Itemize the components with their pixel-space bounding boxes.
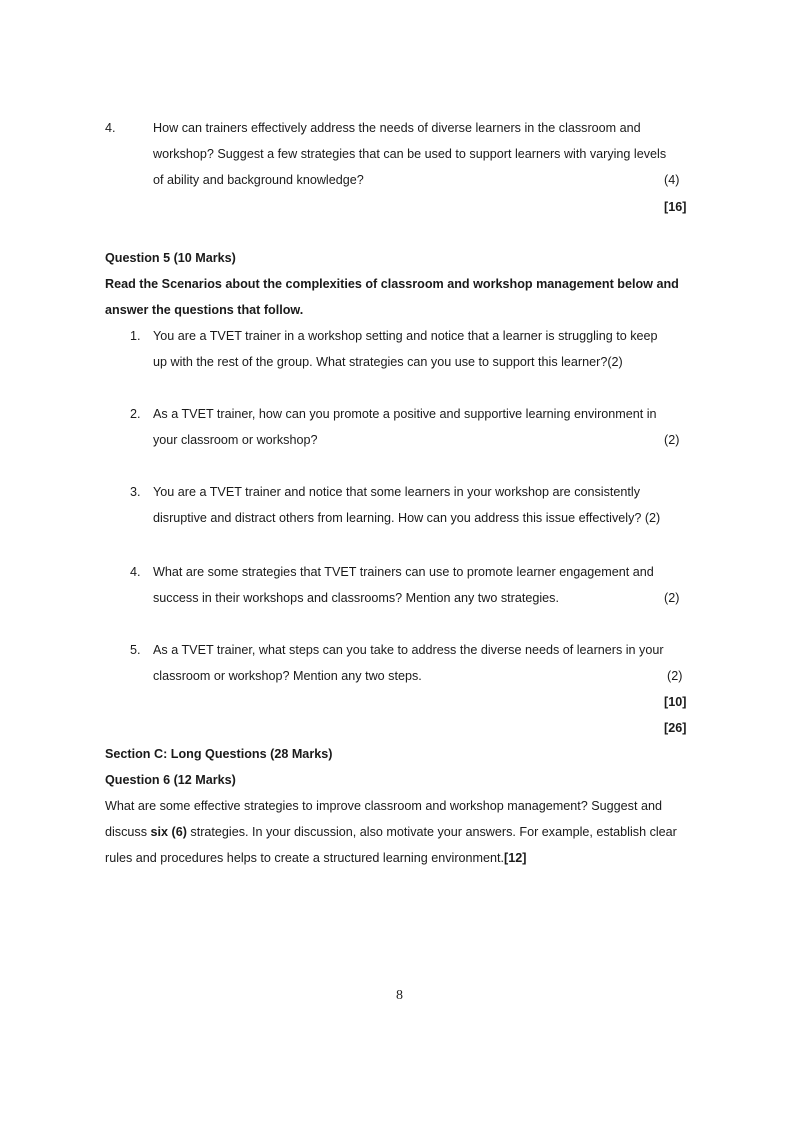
q6-text-line-2	[105, 825, 677, 839]
q6-marks: [12]	[504, 851, 527, 865]
q4-text-line-1: How can trainers effectively address the needs of diverse learners in the classroom and	[153, 121, 641, 135]
q5-item-2-line-1: As a TVET trainer, how can you promote a positive and supportive learning environment in	[153, 407, 657, 421]
q5-item-2-marks: (2)	[664, 433, 680, 447]
q5-item-1-line-2: up with the rest of the group. What strategies can you use to support this learner?(2)	[153, 355, 623, 369]
q6-text-line-3	[105, 851, 526, 865]
q5-heading: Question 5 (10 Marks)	[105, 251, 236, 265]
q4-text-line-2: workshop? Suggest a few strategies that can be used to support learners with varying levels	[153, 147, 667, 161]
q5-item-3-number: 3.	[130, 485, 141, 499]
q5-item-4-number: 4.	[130, 565, 141, 579]
q5-item-1-line-1: You are a TVET trainer in a workshop setting and notice that a learner is struggling to keep	[153, 329, 658, 343]
q5-total: [10]	[664, 695, 687, 709]
q5-item-2-number: 2.	[130, 407, 141, 421]
q5-instruction-line-1: Read the Scenarios about the complexities of classroom and workshop management below and	[105, 277, 679, 291]
q5-item-5-number: 5.	[130, 643, 141, 657]
q4-number: 4.	[105, 121, 116, 135]
q5-item-4-line-2: success in their workshops and classrooms? Mention any two strategies.	[153, 591, 559, 605]
q5-item-2-line-2: your classroom or workshop?	[153, 433, 318, 447]
q5-item-3-line-2: disruptive and distract others from learning. How can you address this issue effectively? (2)	[153, 511, 661, 525]
q5-item-5-line-1: As a TVET trainer, what steps can you take to address the diverse needs of learners in your	[153, 643, 664, 657]
q5-item-5-line-2: classroom or workshop? Mention any two steps.	[153, 669, 422, 683]
page-number: 8	[396, 988, 403, 1003]
q6-text-line-1: What are some effective strategies to improve classroom and workshop management? Suggest and	[105, 799, 662, 813]
q5-item-5-marks: (2)	[667, 669, 683, 683]
q5-item-4-line-1: What are some strategies that TVET trainers can use to promote learner engagement and	[153, 565, 654, 579]
q4-text-line-3: of ability and background knowledge?	[153, 173, 364, 187]
q6-line-2-start: discuss	[105, 825, 151, 839]
q5-instruction-line-2: answer the questions that follow.	[105, 303, 304, 317]
q4-subtotal: [16]	[664, 200, 687, 214]
q6-heading: Question 6 (12 Marks)	[105, 773, 236, 787]
q5-item-1-number: 1.	[130, 329, 141, 343]
q5-item-4-marks: (2)	[664, 591, 680, 605]
section-c-heading: Section C: Long Questions (28 Marks)	[105, 747, 333, 761]
q4-marks: (4)	[664, 173, 680, 187]
section-b-total: [26]	[664, 721, 687, 735]
q6-line-2-end: strategies. In your discussion, also motivate your answers. For example, establish clear	[186, 825, 677, 839]
q6-line-3-text: rules and procedures helps to create a structured learning environment.	[105, 851, 505, 865]
q6-line-2-emphasis: six (6)	[150, 825, 187, 839]
q5-item-3-line-1: You are a TVET trainer and notice that some learners in your workshop are consistently	[153, 485, 640, 499]
